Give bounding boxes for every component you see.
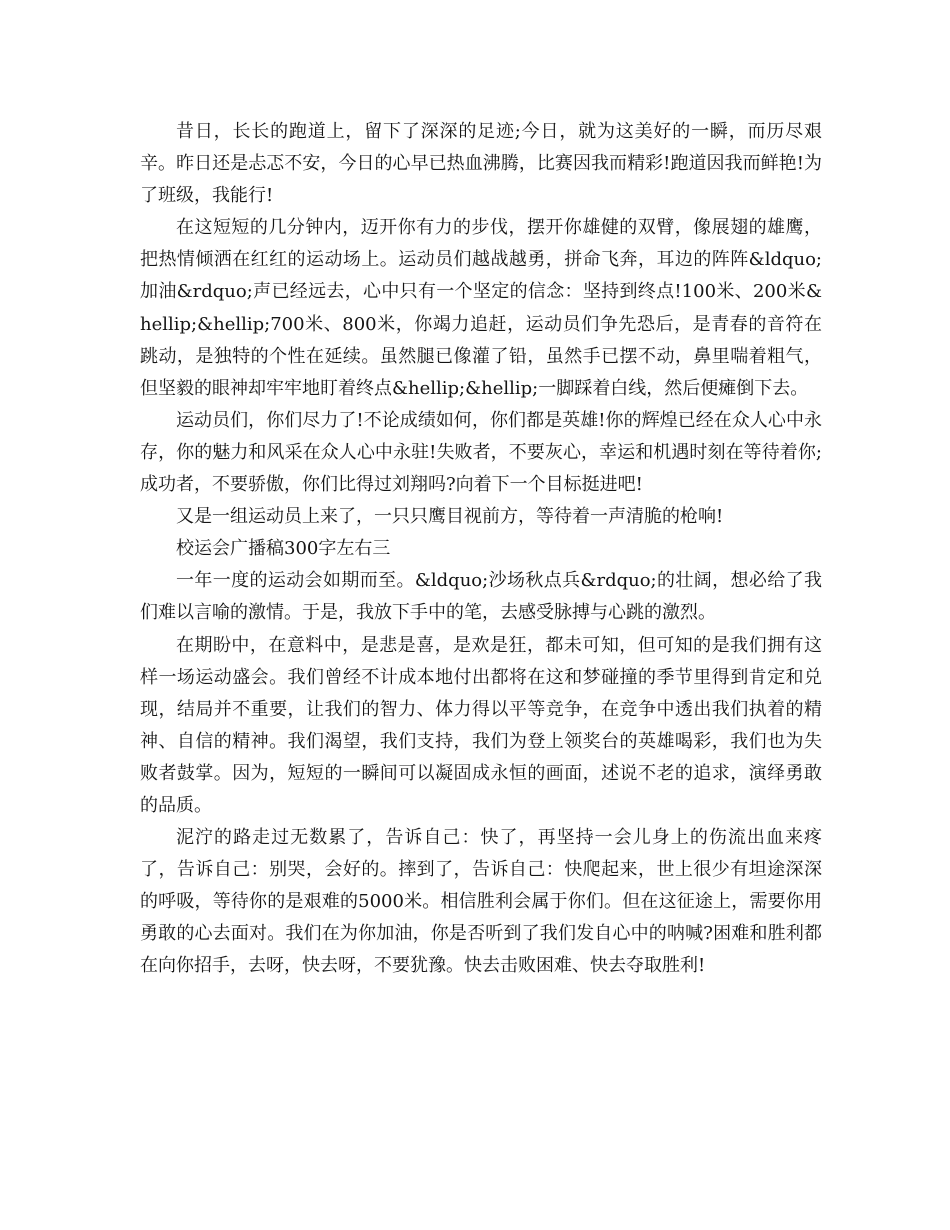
paragraph: 在这短短的几分钟内，迈开你有力的步伐，摆开你雄健的双臂，像展翅的雄鹰，把热情倾洒在红红的运动场上。运动员们越战越勇，拼命飞奔，耳边的阵阵&ldquo;加油&rdquo;声已经远去，心中只有一个坚定的信念：坚持到终点!100米、200米&hellip;&hellip;700米、800米，你竭力追赶，运动员们争先恐后，是青春的音符在跳动，是独特的个性在延续。虽然腿已像灌了铅，虽然手已摆不动，鼻里喘着粗气，但坚毅的眼神却牢牢地盯着终点&hellip;&hellip;一脚踩着白线，然后便瘫倒下去。: [140, 217, 822, 399]
paragraph: 运动员们，你们尽力了!不论成绩如何，你们都是英雄!你的辉煌已经在众人心中永存，你的魅力和风采在众人心中永驻!失败者，不要灰心，幸运和机遇时刻在等待着你;成功者，不要骄傲，你们比得过刘翔吗?向着下一个目标挺进吧!: [140, 409, 822, 496]
section-heading: 校运会广播稿300字左右三: [176, 538, 391, 560]
paragraph: 在期盼中，在意料中，是悲是喜，是欢是狂，都未可知，但可知的是我们拥有这样一场运动盛会。我们曾经不计成本地付出都将在这和梦碰撞的季节里得到肯定和兑现，结局并不重要，让我们的智力、体力得以平等竞争，在竞争中透出我们执着的精神、自信的精神。我们渴望，我们支持，我们为登上领奖台的英雄喝彩，我们也为失败者鼓掌。因为，短短的一瞬间可以凝固成永恒的画面，述说不老的追求，演绎勇敢的品质。: [140, 634, 822, 816]
paragraph: 昔日，长长的跑道上，留下了深深的足迹;今日，就为这美好的一瞬，而历尽艰辛。昨日还是忐忑不安，今日的心早已热血沸腾，比赛因我而精彩!跑道因我而鲜艳!为了班级，我能行!: [140, 121, 822, 207]
paragraph: 泥泞的路走过无数累了，告诉自己：快了，再坚持一会儿身上的伤流出血来疼了，告诉自己：别哭，会好的。摔到了，告诉自己：快爬起来，世上很少有坦途深深的呼吸，等待你的是艰难的5000米。相信胜利会属于你们。但在这征途上，需要你用勇敢的心去面对。我们在为你加油，你是否听到了我们发自心中的呐喊?困难和胜利都在向你招手，去呀，快去呀，不要犹豫。快去击败困难、快去夺取胜利!: [140, 827, 822, 977]
document-body: [140, 116, 822, 983]
paragraph: 一年一度的运动会如期而至。&ldquo;沙场秋点兵&rdquo;的壮阔，想必给了我们难以言喻的激情。于是，我放下手中的笔，去感受脉搏与心跳的激烈。: [140, 570, 822, 624]
paragraph: 又是一组运动员上来了，一只只鹰目视前方，等待着一声清脆的枪响!: [176, 506, 724, 528]
